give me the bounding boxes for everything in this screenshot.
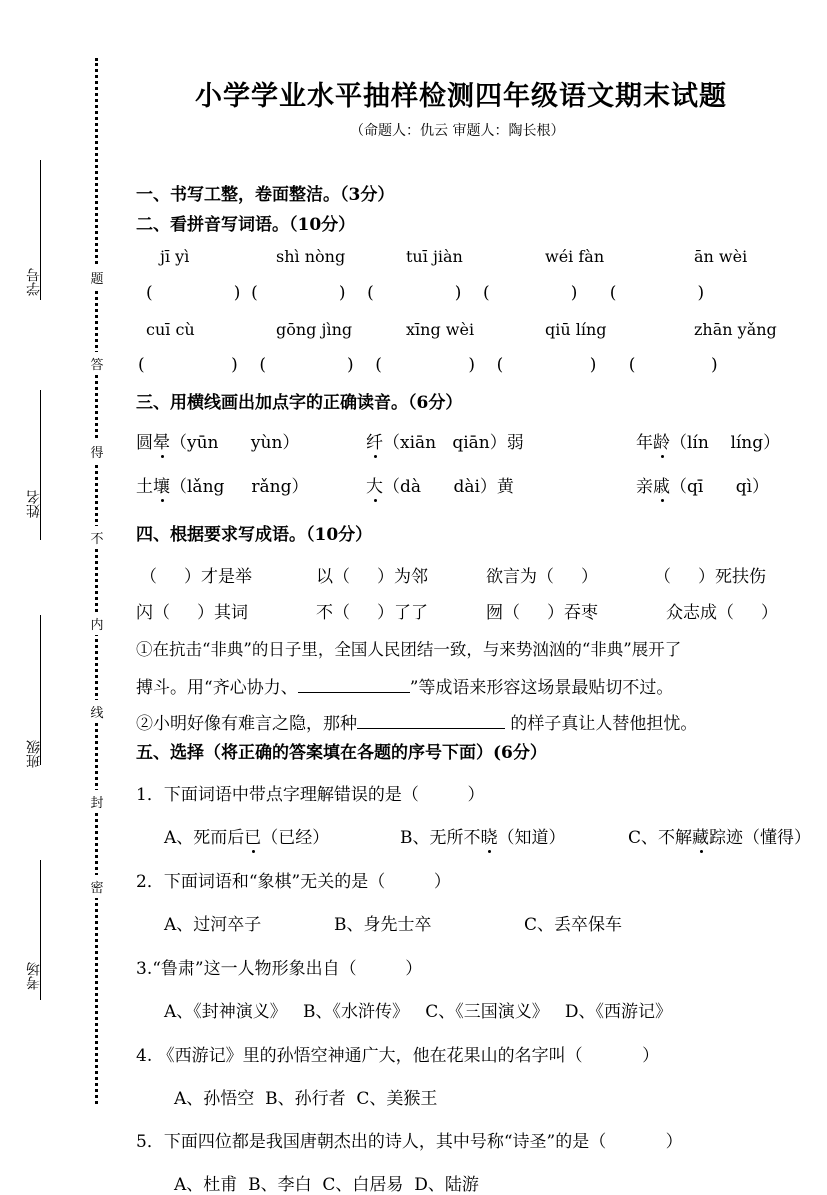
idiom-blank[interactable]: （ ）才是举 [140,567,253,587]
question-text: 搏斗。用“齐心协力、 [136,678,298,698]
question-text: ”等成语来形容这场景最贴切不过。 [409,678,674,698]
pinyin-item: gōng jìng [276,320,353,339]
idiom-blank[interactable]: （ ）死扶伤 [654,567,767,587]
pronunciation-item[interactable] [366,472,514,497]
pinyin-item: xīng wèi [406,320,475,339]
item-text: 年 [636,433,653,453]
idiom-blank[interactable]: 以（ ）为邻 [316,567,429,587]
choice-question-1: 1．下面词语中带点字理解错误的是（ ） [136,785,485,805]
section2-title: 二、看拼音写词语。（10分） [136,215,356,235]
answer-brackets-row[interactable]: ( ) ( ) ( ) ( ) ( ) [146,283,705,303]
seal-char: 答 [86,352,108,375]
seal-char: 封 [86,790,108,813]
choice-options-5[interactable]: A、杜甫 B、李白 C、白居易 D、陆游 [174,1175,479,1195]
pinyin-item: tuī jiàn [406,247,463,266]
item-options: （xiān qiān）弱 [383,433,524,453]
choice-options-4[interactable]: A、孙悟空 B、孙行者 C、美猴王 [174,1089,438,1109]
pronunciation-item[interactable] [136,472,309,497]
dotted-char: 晓 [481,823,498,848]
idiom-question-1-line2 [136,673,673,698]
choice-option[interactable] [400,823,566,848]
seal-char: 得 [86,440,108,463]
idiom-blank[interactable]: 不（ ）了了 [316,603,429,623]
pinyin-item: wéi fàn [545,247,605,266]
seal-char: 内 [86,612,108,635]
seal-char: 线 [86,700,108,723]
dotted-char: 壤 [153,472,170,497]
section3-title: 三、用横线画出加点字的正确读音。（6分） [136,393,463,413]
choice-question-4: 4. 《西游记》里的孙悟空神通广大，他在花果山的名字叫（ ） [136,1046,660,1066]
seal-char: 不 [86,526,108,549]
pinyin-item: qiū líng [545,320,607,339]
pronunciation-item[interactable] [636,428,780,453]
page-subtitle: （命题人：仇云 审题人：陶长根） [350,123,565,139]
idiom-blank[interactable]: 众志成（ ） [666,603,779,623]
answer-underline[interactable] [298,676,410,693]
question-text: ②小明好像有难言之隐，那种 [136,714,357,734]
choice-options-3[interactable]: A、《封神演义》 B、《水浒传》 C、《三国演义》 D、《西游记》 [164,1002,673,1022]
dotted-char: 大 [366,472,383,497]
item-options: （lǎng rǎng） [170,477,309,497]
item-options: （dà dài）黄 [383,477,514,497]
choice-option[interactable] [628,823,811,848]
dotted-char: 晕 [153,428,170,453]
choice-option[interactable]: C、丢卒保车 [524,915,623,935]
exam-room-label: 考场 [26,962,42,990]
item-options: （qī qì） [670,477,770,497]
item-options: （yūn yùn） [170,433,300,453]
page-title: 小学学业水平抽样检测四年级语文期末试题 [195,81,727,112]
pinyin-item: shì nòng [276,247,346,266]
pinyin-item: ān wèi [694,247,748,266]
section5-title: 五、选择（将正确的答案填在各题的序号下面）(6分） [136,743,547,763]
pronunciation-item[interactable] [636,472,769,497]
student-id-label: 学号 [26,268,42,296]
pronunciation-item[interactable] [366,428,524,453]
section4-title: 四、根据要求写成语。（10分） [136,525,373,545]
seal-char: 题 [86,266,108,289]
option-text: 踪迹（懂得） [709,828,812,848]
option-text: A、死而后 [164,828,245,848]
choice-option[interactable]: A、过河卒子 [164,915,262,935]
item-text: 圆 [136,433,153,453]
pronunciation-item[interactable] [136,428,299,453]
option-text: （知道） [497,828,566,848]
pinyin-item: zhān yǎng [694,320,777,339]
choice-question-2: 2．下面词语和“象棋”无关的是（ ） [136,872,451,892]
binding-dotted-line [95,58,98,1104]
pinyin-item: cuī cù [146,320,195,339]
item-text: 土 [136,477,153,497]
dotted-char: 已 [244,823,261,848]
choice-option[interactable]: B、身先士卒 [334,915,432,935]
item-options: （lín líng） [670,433,781,453]
item-text: 亲 [636,477,653,497]
idiom-question-2 [136,709,697,734]
answer-brackets-row[interactable]: ( ) ( ) ( ) ( ) ( ) [138,355,718,375]
choice-question-3: 3.“鲁肃”这一人物形象出自（ ） [136,959,423,979]
idiom-blank[interactable]: 欲言为（ ） [486,567,599,587]
idiom-question-1-line1: ①在抗击“非典”的日子里，全国人民团结一致，与来势汹汹的“非典”展开了 [136,640,682,659]
option-text: C、不解 [628,828,693,848]
idiom-blank[interactable]: 闪（ ）其词 [136,603,249,623]
question-text: 的样子真让人替他担忧。 [505,714,698,734]
choice-option[interactable] [164,823,329,848]
idiom-blank[interactable]: 囫（ ）吞枣 [486,603,599,623]
name-label: 姓名 [26,490,42,518]
choice-question-5: 5．下面四位都是我国唐朝杰出的诗人，其中号称“诗圣”的是（ ） [136,1132,683,1152]
option-text: B、无所不 [400,828,481,848]
class-label: 班级 [26,740,42,768]
pinyin-item: jī yì [160,247,190,266]
seal-char: 密 [86,875,108,898]
option-text: （已经） [261,828,330,848]
section1-title: 一、书写工整，卷面整洁。（3分） [136,185,395,205]
dotted-char: 龄 [653,428,670,453]
answer-underline[interactable] [357,712,505,729]
dotted-char: 纤 [366,428,383,453]
dotted-char: 藏 [692,823,709,848]
dotted-char: 戚 [653,472,670,497]
